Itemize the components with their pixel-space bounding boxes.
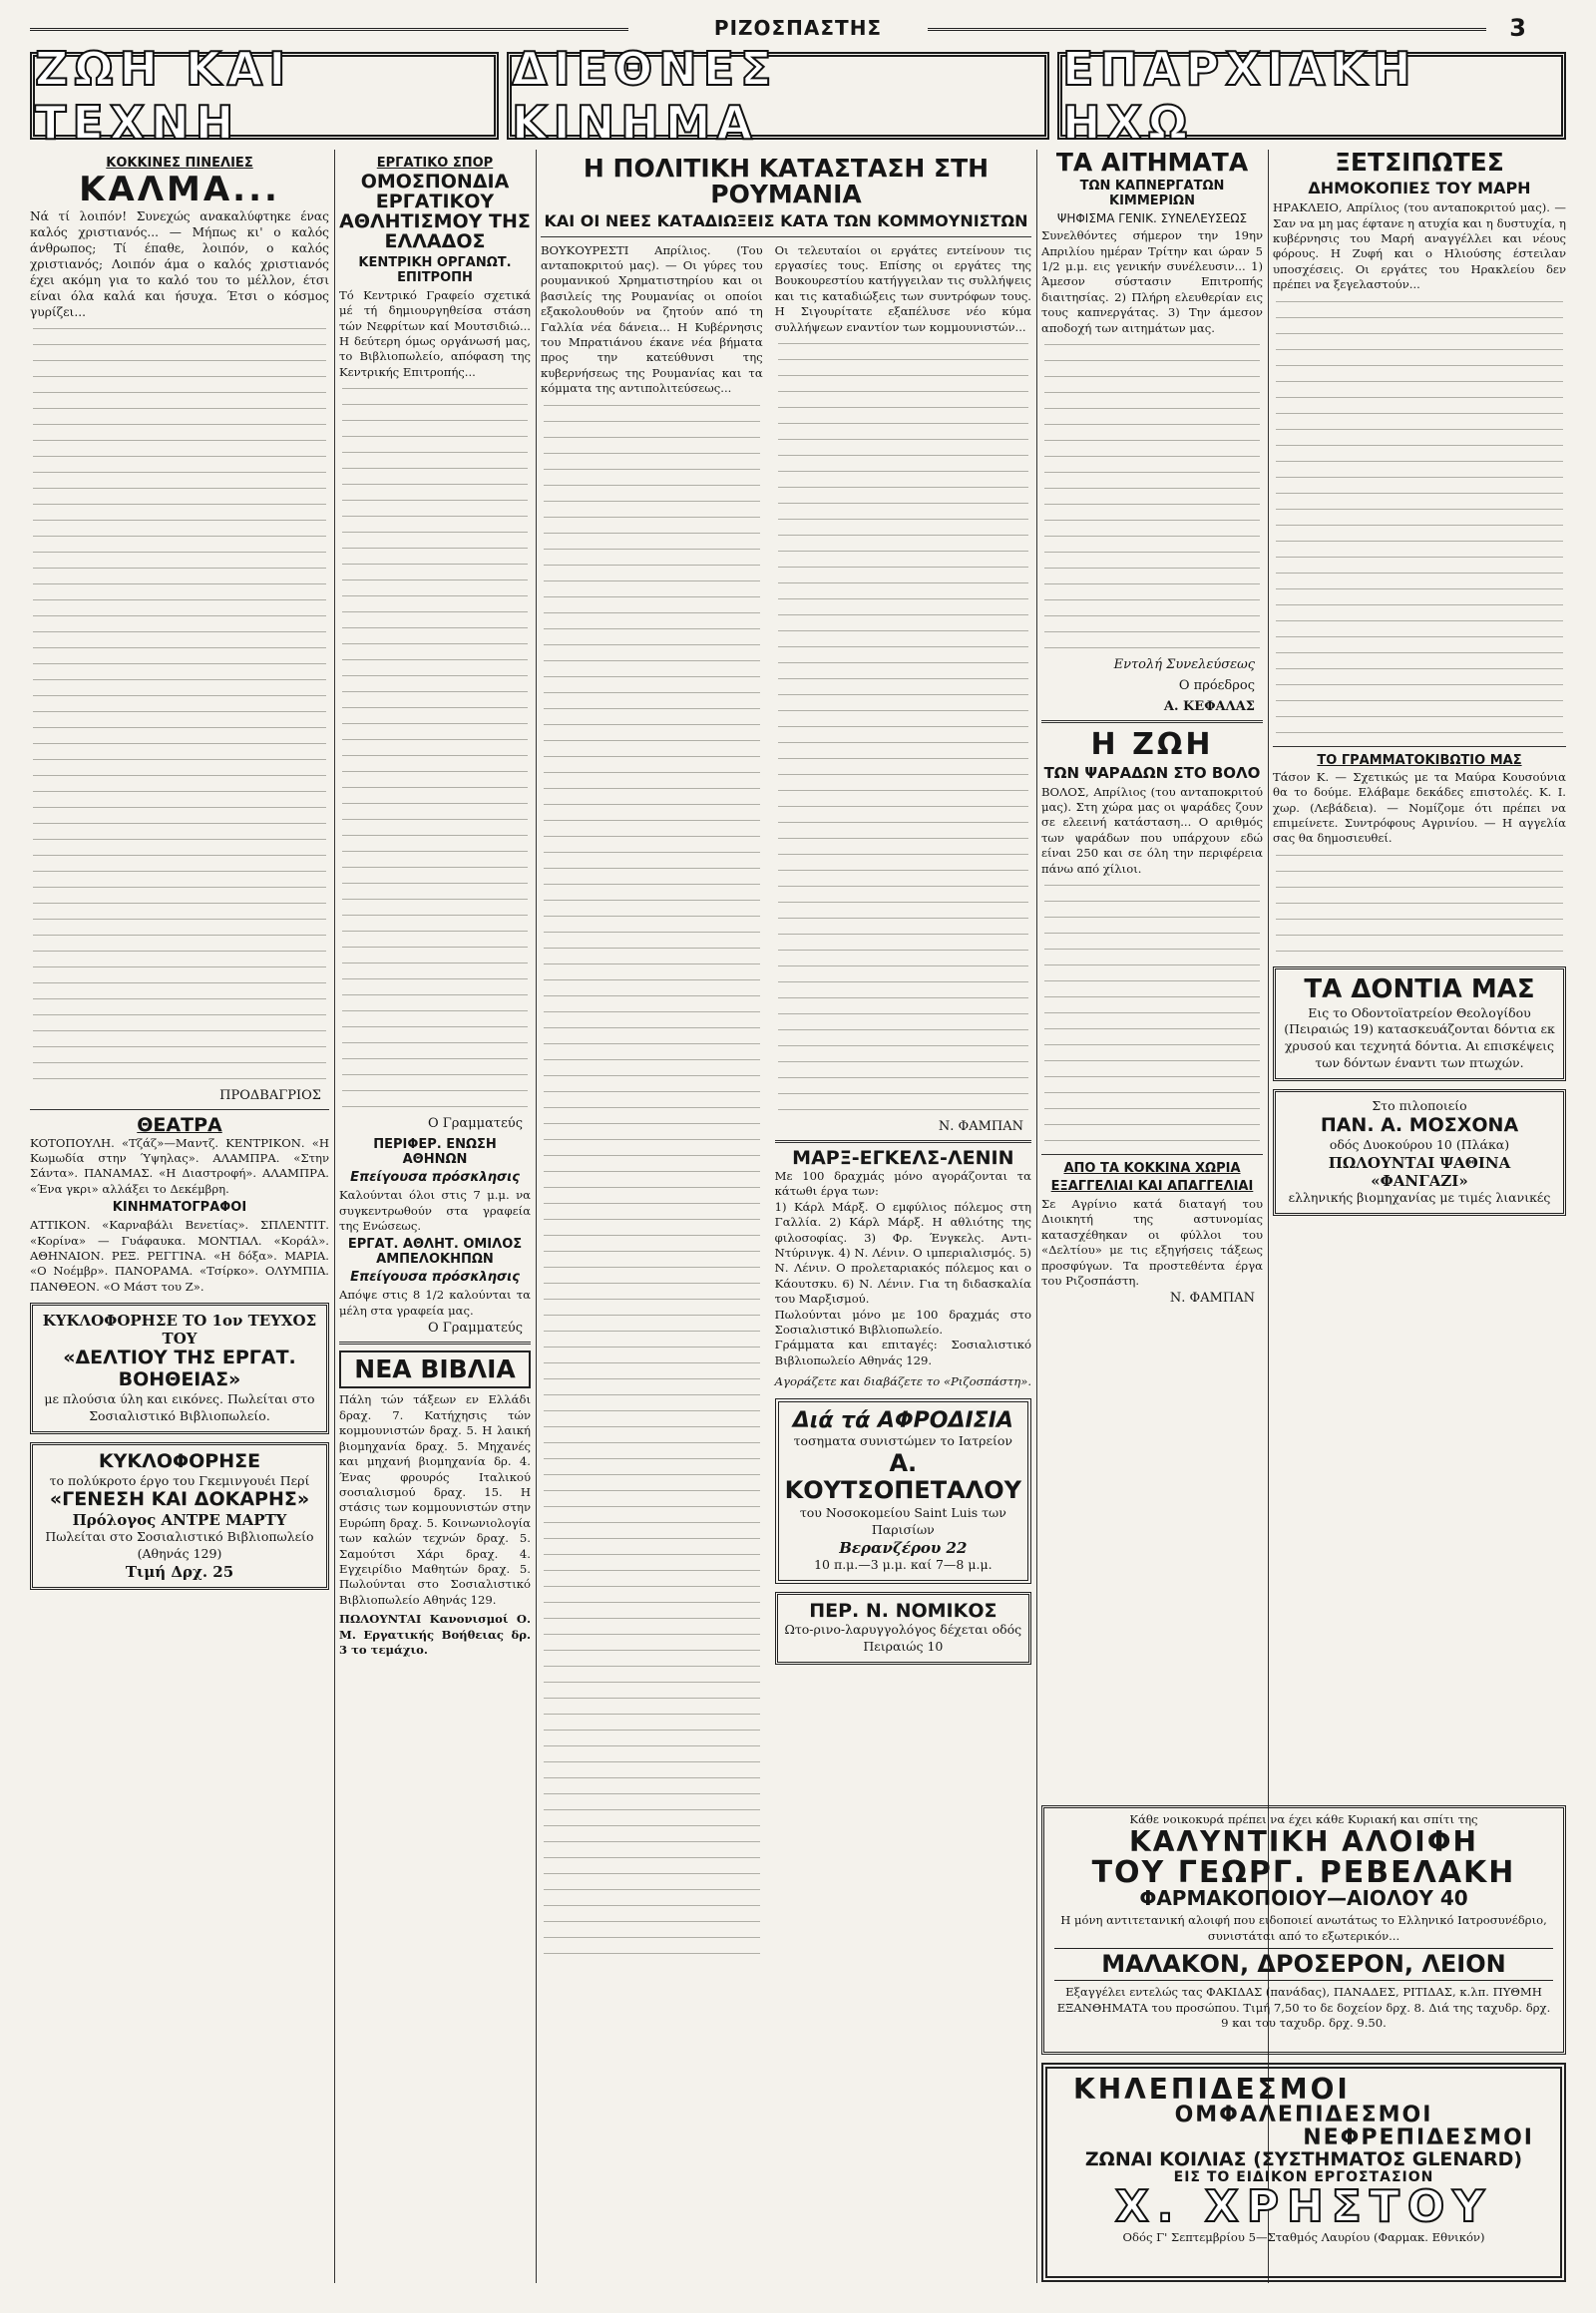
box-headline: «ΔΕΛΤΙΟΥ ΤΗΣ ΕΡΓΑΤ. ΒΟΗΘΕΙΑΣ» [63, 1347, 296, 1391]
article-signature: Ν. ΦΑΜΠΑΝ [938, 1118, 1023, 1134]
box-author: Πρόλογος ΑΝΤΡΕ ΜΑΡΤΥ [72, 1511, 287, 1530]
cinema-title: ΚΙΝΗΜΑΤΟΓΡΑΦΟΙ [112, 1200, 247, 1216]
ad-address: Οδός Γ' Σεπτεμβρίου 5—Σταθμός Λαυρίου (Φαρμακ. Εθνικόν) [1122, 2230, 1485, 2245]
article-column-left [541, 243, 763, 1961]
article-title: ΚΑΛΜΑ... [79, 170, 280, 209]
ad-name: ΠΕΡ. Ν. ΝΟΜΙΚΟΣ [809, 1599, 998, 1622]
ad-title: ΚΑΛΥΝΤΙΚΗ ΑΛΟΙΦΗ [1129, 1825, 1478, 1859]
section-label: ΔΙΕΘΝΕΣ ΚΙΝΗΜΑ [512, 42, 778, 150]
ad-line-4: ΖΩΝΑΙ ΚΟΙΛΙΑΣ (ΣΥΣΤΗΜΑΤΟΣ GLENARD) [1084, 2147, 1523, 2170]
ad-name: ΤΟΥ ΓΕΩΡΓ. ΡΕΒΕΛΑΚΗ [1091, 1854, 1516, 1890]
divider [1273, 746, 1566, 747]
books-offer-footer: Πωλούνται μόνο με 100 δραχμάς στο Σοσιαλιστικό Βιβλιοπωλείο. [774, 1307, 1031, 1337]
books-offer-lead: Με 100 δραχμάς μόνο αγοράζονται τα κάτωθι έργα των: [774, 1168, 1031, 1199]
box-title: ΚΥΚΛΟΦΟΡΗΣΕ ΤΟ 1ον ΤΕΥΧΟΣ ΤΟΥ [42, 1312, 317, 1349]
article-body: Σε Αγρίνιο κατά διαταγή του Διοικητή της αστυνομίας κατασχέθηκαν οι φύλλοι του «Δελτίου» με τις εξηγήσεις τάξεως προσφύγων. Τα προστεθέντα έργα του Ριζοσπάστη. [1041, 1197, 1263, 1289]
books-offer-note: Γράμματα και επιταγές: Σοσιαλιστικό Βιβλιοπωλείο Αθηνάς 129. [774, 1338, 1031, 1367]
section-label: ΕΠΑΡΧΙΑΚΗ ΗΧΩ [1062, 42, 1417, 150]
ad-name: Α. ΚΟΥΤΣΟΠΕΤΑΛΟΥ [784, 1448, 1021, 1505]
notice-subtitle: Επείγουσα πρόσκλησις [350, 1170, 520, 1186]
column-rule [334, 150, 335, 2283]
article-column-right [775, 243, 1031, 1961]
signature-role: Ο πρόεδρος [1178, 678, 1255, 694]
theatres-title: ΘΕΑΤΡΑ [137, 1113, 222, 1136]
text-lines [30, 328, 329, 1086]
article-title: ΟΜΟΣΠΟΝΔΙΑ ΕΡΓΑΤΙΚΟΥ ΑΘΛΗΤΙΣΜΟΥ ΤΗΣ ΕΛΛΑΔΟΣ [339, 171, 531, 252]
ad-note: ελληνικής βιομηχανίας με τιμές λιανικές [1288, 1189, 1551, 1205]
article-title: ΤΑ ΑΙΤΗΜΑΤΑ [1055, 150, 1249, 177]
ad-line: του Νοσοκομείου Saint Luis των Παρισίων [799, 1504, 1006, 1537]
kicker: ΤΟ ΓΡΑΜΜΑΤΟΚΙΒΩΤΙΟ ΜΑΣ [1317, 752, 1522, 768]
text-lines [1273, 855, 1566, 959]
section-provincial [1057, 42, 1566, 150]
text-lines [1041, 885, 1263, 1148]
ad-name: Χ. ΧΡΗΣΤΟΥ [1114, 2181, 1493, 2233]
kicker: ΚΟΚΚΙΝΕΣ ΠΙΝΕΛΙΕΣ [106, 156, 253, 171]
article-body: Οι τελευταίοι οι εργάτες εντείνουν τις εργασίες τους. Επίσης οι εργάτες της Βουκουρεστίου κατήγγειλαν τις συλλήψεις και τις καταδιώξεις των συντρόφων τους. Η Σιγουρίτατε εξαπέλυσε νέο κύμα συλλήψεων εναντίον των κομμουνιστών... [774, 242, 1031, 334]
section-label: ΖΩΗ ΚΑΙ ΤΕΧΝΗ [35, 42, 292, 150]
new-books-footer: ΠΩΛΟΥΝΤΑΙ Κανονισμοί Ο. Μ. Εργατικής Βοήθειας δρ. 3 το τεμάχιο. [339, 1612, 531, 1657]
column-3 [541, 150, 1031, 2283]
column-2 [339, 150, 531, 2283]
notice-title: ΠΕΡΙΦΕΡ. ΕΝΩΣΗ ΑΘΗΝΩΝ [373, 1137, 497, 1168]
column-rule [1036, 150, 1037, 2283]
notice-title: ΕΡΓΑΤ. ΑΘΛΗΤ. ΟΜΙΛΟΣ ΑΜΠΕΛΟΚΗΠΩΝ [347, 1237, 523, 1268]
article-body: Τάσον Κ. — Σχετικώς με τα Μαύρα Κουσούνια θα το δούμε. Ελάβαμε δεκάδες επιστολές. Κ. Ι. χωρ. (Λεβάδεια). — Νομίζομε ότι πρέπει να επιμείνετε. Συντρόφους Αγρινίου. — Η αγγελία σας θα δημοσιευθεί. [1273, 769, 1566, 846]
box-body: Πωλείται στο Σοσιαλιστικό Βιβλιοπωλείο (Αθηνάς 129) [45, 1529, 314, 1562]
notice-body: Απόψε στις 8 1/2 καλούνται τα μέλη στα γραφεία μας. [339, 1288, 531, 1318]
signature-label: Εντολή Συνελεύσεως [1113, 657, 1255, 673]
divider [30, 1109, 329, 1110]
article-signature: Ο Γραμματεύς [427, 1116, 523, 1132]
section-life-and-art [30, 42, 499, 150]
ad-title-2: ΜΑΛΑΚΟΝ, ΔΡΟΣΕΡΟΝ, ΛΕΙΟΝ [1054, 1948, 1553, 1981]
header-rule-right [928, 28, 1486, 31]
article-body: ΒΟΥΚΟΥΡΕΣΤΙ Απρίλιος. (Του ανταποκριτού μας). — Οι γύρες του ρουμανικού Χρηματιστηρίου και οι βασιλείς της Ρουμανίας οι οποίοι εξακολουθούν να ζητούν από τη Γαλλία νέα δάνεια... Η Κυβέρνησις του Μπρατιάνου έκανε νέα βήματα προς την κατεύθυνσι της κυβερνήσεως της Ρουμανίας και τα κόμματα της αντιπολιτεύσεως... [541, 242, 763, 396]
box-price: Τιμή Δρχ. 25 [125, 1563, 234, 1582]
ad-hatmaker [1273, 1089, 1566, 1215]
column-rule [536, 150, 537, 2283]
divider [775, 1140, 1031, 1143]
text-lines [775, 343, 1031, 1117]
ad-line-3: ΝΕΦΡΕΠΙΔΕΣΜΟΙ [1303, 2125, 1534, 2151]
ad-place: ΦΑΡΜΑΚΟΠΟΙΟΥ—ΑΙΟΛΟΥ 40 [1139, 1886, 1468, 1911]
ad-title: ΤΑ ΔΟΝΤΙΑ ΜΑΣ [1304, 973, 1535, 1004]
column-4 [1041, 150, 1263, 1794]
ad-lead: Στο πιλοποιείο [1372, 1098, 1467, 1114]
box-headline: «ΓΕΝΕΣΗ ΚΑΙ ΔΟΚΑΡΗΣ» [49, 1488, 310, 1511]
books-offer-list: 1) Κάρλ Μάρξ. Ο εμφύλιος πόλεμος στη Γαλλία. 2) Κάρλ Μάρξ. Η αθλιότης της φιλοσοφίας. 3) Φρ. Ένγκελς. Αντι-Ντύρινγκ. 4) Ν. Λένιν. Ο ιμπεριαλισμός. 5) Ν. Λένιν. Ο προλεταριακός πόλεμος και ο Κάουτσκυ. 6) Ν. Λένιν. Για τη διδασκαλία του Μαρξισμού. [774, 1199, 1031, 1307]
column-1 [30, 150, 329, 2283]
box-title: ΚΥΚΛΟΦΟΡΗΣΕ [98, 1449, 261, 1472]
divider [1041, 720, 1263, 723]
ad-title: Διά τά ΑΦΡΟΔΙΣΙΑ [792, 1407, 1013, 1433]
box-body: με πλούσια ύλη και εικόνες. Πωλείται στο Σοσιαλιστικό Βιβλιοπωλείο. [44, 1390, 315, 1423]
running-header [30, 14, 1566, 44]
ad-line-5: ΕΙΣ ΤΟ ΕΙΔΙΚΟΝ ΕΡΓΟΣΤΑΣΙΟΝ [1173, 2168, 1434, 2185]
new-books-list: Πάλη τών τάξεων εν Ελλάδι δραχ. 7. Κατήχησις τών κομμουνιστών δραχ. 5. Η λαική βιομηχανία δραχ. 5. Μηχανές και μηχανή βιομηχανία δρ. 4. Ένας φρουρός Ιταλικού σοσιαλισμού δραχ. 15. Η στάσις των κομμουνιστών στην Ευρώπη δραχ. 5. Κοινωνιολογία των καλών τεχνών δραχ. 5. Σαμούτσι Χάρι δραχ. 4. Εγχειρίδιο Μαθητών δραχ. 5. Πωλούνται στο Σοσιαλιστικό Βιβλιοπωλείο Αθηνάς 129. [339, 1392, 531, 1607]
text-lines [1041, 344, 1263, 655]
article-body: Συνελθόντες σήμερον την 19ην Απριλίου ημέραν Τρίτην και ώραν 5 1/2 μ.μ. εις γενικήν συνέλευσιν... 1) Άμεσον σύστασιν Επιτροπής διαιτησίας. 2) Πλήρη ελευθερίαν εις τους καπνεργάτας. 3) Την άμεσον αποδοχή των αιτημάτων μας. [1041, 228, 1263, 335]
ad-name: ΠΑΝ. Α. ΜΟΣΧΟΝΑ [1320, 1113, 1519, 1136]
divider [541, 236, 1031, 237]
article-title: ΕΞΑΓΓΕΛΙΑΙ ΚΑΙ ΑΠΑΓΓΕΛΙΑΙ [1050, 1179, 1254, 1195]
notice-body: Καλούνται όλοι στις 7 μ.μ. να συγκεντρωθούν στα γραφεία της Ενώσεως. [339, 1188, 531, 1233]
section-international [507, 42, 1049, 150]
article-subtitle: ΚΑΙ ΟΙ ΝΕΕΣ ΚΑΤΑΔΙΩΞΕΙΣ ΚΑΤΑ ΤΩΝ ΚΟΜΜΟΥΝΙΣΤΩΝ [544, 210, 1028, 230]
ad-line: Ωτο-ρινο-λαρυγγολόγος δέχεται οδός Πειραιώς 10 [784, 1622, 1022, 1655]
text-lines [1273, 301, 1566, 740]
ad-trusses [1041, 2063, 1566, 2282]
divider [1041, 1154, 1263, 1155]
ad-dentist [1273, 966, 1566, 1081]
divider [339, 1342, 531, 1345]
ad-line: τοσηματα συνιστώμεν το Ιατρείον [793, 1432, 1013, 1448]
ad-goods: ΠΩΛΟΥΝΤΑΙ ΨΑΘΙΝΑ «ΦΑΝΓΑΖΙ» [1328, 1153, 1511, 1190]
books-offer-title: ΜΑΡΞ-ΕΓΚΕΛΣ-ΛΕΝΙΝ [792, 1146, 1014, 1169]
ad-body: Εις το Οδοντοϊατρείον Θεολογίδου (Πειραιώς 19) κατασκευάζονται δόντια εκ χρυσού και τεχνητά δόντια. Αι επισκέψεις των δόντων έναντι των πτωχών. [1284, 1004, 1555, 1071]
article-signature: Ν. ΦΑΜΠΑΝ [1169, 1291, 1255, 1307]
article-body: ΗΡΑΚΛΕΙΟ, Απρίλιος (του ανταποκριτού μας). — Σαν να μη μας έφτανε η ατυχία και η δυστυχία, η κυβέρνησις του Μαρή αναγγέλλει και νέους φόρους. Η Ζυφή και ο Ηλιούσης έστειλαν υποσχέσεις. Οι εργάτες του Ηρακλείου δεν πρέπει να ξεγελαστούν... [1273, 200, 1566, 292]
ad-doctor [775, 1592, 1031, 1666]
article-body: ΒΟΛΟΣ, Απρίλιος (του ανταποκριτού μας). Στη χώρα μας οι ψαράδες ζουν σε ελεεινή κατάσταση... Ο αριθμός των ψαράδων που υπάρχουν εδώ είναι 250 και σε όλη την περιφέρεια πάνω από χίλιοι. [1041, 784, 1263, 876]
ad-address: Βερανζέρου 22 [839, 1538, 968, 1557]
article-dateline: ΨΗΦΙΣΜΑ ΓΕΝΙΚ. ΣΥΝΕΛΕΥΣΕΩΣ [1056, 211, 1248, 226]
kicker: ΕΡΓΑΤΙΚΟ ΣΠΟΡ [376, 156, 494, 171]
new-books-title: ΝΕΑ ΒΙΒΛΙΑ [339, 1350, 531, 1388]
notice-box-bulletin [30, 1303, 329, 1433]
cinema-list: ΑΤΤΙΚΟΝ. «Καρναβάλι Βενετίας». ΣΠΛΕΝΤΙΤ. «Κορίνα» — Γυάφαυκα. ΜΟΝΤΙΑΛ. «Κοράλ». ΑΘΗΝΑΙΟΝ. ΡΕΞ. ΡΕΓΓΙΝΑ. «Η δόξα». ΜΑΡΙΑ. «Ο Νοέμβρ». ΠΑΝΟΡΑΜΑ. «Τσίρκο». ΟΛΥΜΠΙΑ. ΠΑΝΘΕΟΝ. «Ο Μάστ του Ζ». [30, 1218, 329, 1294]
article-signature: ΠΡΟΔΒΑΓΡΙΟΣ [219, 1087, 321, 1103]
ad-line-2: ΟΜΦΑΛΕΠΙΔΕΣΜΟΙ [1174, 2103, 1433, 2128]
section-headers [30, 42, 1566, 150]
article-dateline: ΚΕΝΤΡΙΚΗ ΟΡΓΑΝΩΤ. ΕΠΙΤΡΟΠΗ [358, 254, 512, 285]
ad-line-1: ΚΗΛΕΠΙΔΕΣΜΟΙ [1073, 2073, 1351, 2106]
text-lines [541, 405, 763, 1961]
article-columns [541, 243, 1031, 1961]
column-5 [1273, 150, 1566, 1794]
theatres-list: ΚΟΤΟΠΟΥΛΗ. «Τζάζ»—Μαντζ. ΚΕΝΤΡΙΚΟΝ. «Η Κωμωδία στην Ύψηλας». ΑΛΑΜΠΡΑ. «Στην Σάντα». ΠΑΝΑΜΑΣ. «Η Διαστροφή». ΑΛΑΜΠΡΑ. «Ένα γκρι» αλλάξει το Δεκέμβρη. [30, 1135, 329, 1196]
article-subtitle: ΤΩΝ ΨΑΡΑΔΩΝ ΣΤΟ ΒΟΛΟ [1043, 763, 1261, 782]
text-lines [339, 388, 531, 1114]
article-subtitle: ΤΩΝ ΚΑΠΝΕΡΓΑΤΩΝ ΚΙΜΜΕΡΙΩΝ [1079, 179, 1225, 209]
ad-lead: Κάθε νοικοκυρά πρέπει να έχει κάθε Κυριακή και σπίτι της [1129, 1812, 1478, 1826]
ad-address: οδός Δυοκούρου 10 (Πλάκα) [1329, 1136, 1510, 1152]
signature-name: Α. ΚΕΦΑΛΑΣ [1163, 699, 1255, 715]
article-title: ΞΕΤΣΙΠΩΤΕΣ [1335, 150, 1504, 177]
notice-subtitle: Επείγουσα πρόσκλησις [350, 1270, 520, 1286]
paper-name: ΡΙΖΟΣΠΑΣΤΗΣ [713, 16, 883, 40]
article-subtitle: ΔΗΜΟΚΟΠΙΕΣ ΤΟΥ ΜΑΡΗ [1308, 179, 1531, 198]
article-body: Τό Κεντρικό Γραφείο σχετικά μέ τή δημιουργηθείσα στάση τών Νεφρίτων καί Μουτσιδιώ... Η δεύτερη όμως οργάνωσή μας, το Βιβλιοπωλείο, απόφαση της Κεντρικής Επιτροπής... [339, 287, 531, 379]
notice-signature: Ο Γραμματεύς [427, 1321, 523, 1337]
article-title: Η ΠΟΛΙΤΙΚΗ ΚΑΤΑΣΤΑΣΗ ΣΤΗ ΡΟΥΜΑΝΙΑ [583, 154, 990, 209]
ad-hours: 10 π.μ.—3 μ.μ. καί 7—8 μ.μ. [814, 1556, 993, 1572]
ad-ointment [1041, 1805, 1566, 2055]
article-body: Νά τί λοιπόν! Συνεχώς ανακαλύφτηκε ένας καλός χριστιανός... — Μήπως κι' ο καλός άνθρωπος; Τί έπαθε, λοιπόν, ο καλός χριστιανός; Λοιπόν άμα ο καλός χριστιανός έχει ακόμη για το καλό του το μέλλον, έτσι είναι όλα καλά και ήσυχα. Έτσι ο κόσμος γυρίζει... [30, 208, 329, 319]
notice-box-book [30, 1442, 329, 1590]
kicker: ΑΠΟ ΤΑ ΚΟΚΚΙΝΑ ΧΩΡΙΑ [1063, 1161, 1241, 1177]
ad-body-2: Εξαγγέλει εντελώς τας ΦΑΚΙΔΑΣ (πανάδας), ΠΑΝΑΔΕΣ, ΡΙΤΙΔΑΣ, κ.λπ. ΠΥΘΜΗ ΕΞΑΝΘΗΜΑΤΑ του προσώπου. Τιμή 7,50 το δε δοχείον δρχ. 8. Διά της ταχυδρ. δρχ. 9 και του ταχυδρ. δρχ. 9.50. [1056, 1985, 1551, 2031]
ad-aphrodisia [775, 1398, 1031, 1584]
ad-body: Η μόνη αντιτετανική αλοιφή που ειδοποιεί ανωτάτως το Ελληνικό Ιατροσυνέδριο, συνιστάται από το εξωτερικόν... [1060, 1913, 1547, 1943]
box-lead: το πολύκροτο έργο του Γκεμινγουέι Περί [49, 1472, 310, 1488]
subscribe-note: Αγοράζετε και διαβάζετε το «Ριζοσπάστη». [774, 1374, 1031, 1389]
article-title: Η ΖΩΗ [1090, 727, 1214, 763]
page-number: 3 [1509, 14, 1526, 42]
